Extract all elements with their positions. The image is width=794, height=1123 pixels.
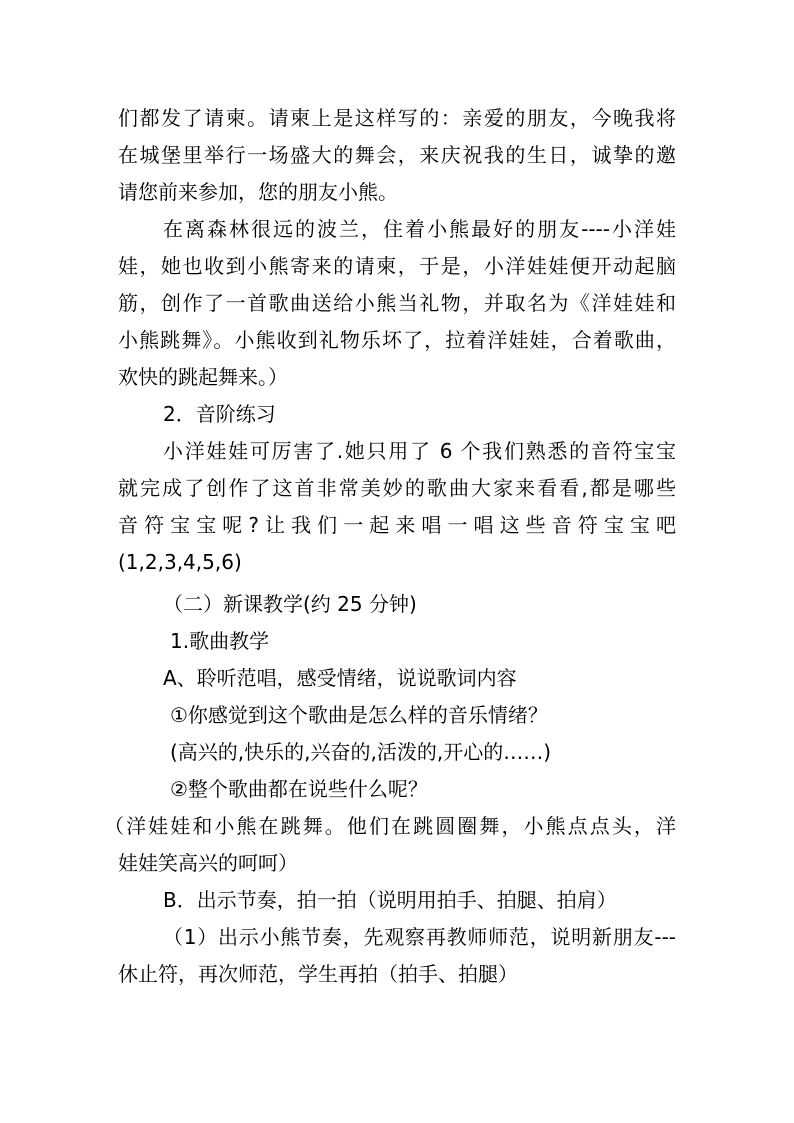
text-line: （洋娃娃和小熊在跳舞。他们在跳圆圈舞，小熊点点头，洋 — [104, 814, 676, 838]
section-heading: 1.歌曲教学 — [170, 629, 270, 653]
text-line: ②整个歌曲都在说些什么呢？ — [170, 777, 428, 801]
text-line: 小熊跳舞》。小熊收到礼物乐坏了，拉着洋娃娃，合着歌曲， — [118, 328, 676, 352]
text-line: (高兴的,快乐的,兴奋的,活泼的,开心的……) — [170, 740, 552, 764]
text-line: 娃娃笑高兴的呵呵） — [118, 851, 298, 875]
text-line: （1）出示小熊节奏，先观察再教师师范，说明新朋友--- — [163, 925, 676, 949]
text-line: 欢快的跳起舞来。） — [118, 365, 288, 389]
text-line: 就完成了创作了这首非常美妙的歌曲大家来看看,都是哪些 — [118, 476, 676, 500]
section-heading: （二）新课教学(约 25 分钟) — [163, 592, 417, 616]
text-line: 筋，创作了一首歌曲送给小熊当礼物，并取名为《洋娃娃和 — [118, 291, 676, 315]
text-line: (1,2,3,4,5,6) — [118, 550, 242, 574]
text-line: 们都发了请柬。请柬上是这样写的：亲爱的朋友，今晚我将 — [118, 106, 676, 130]
text-line: 休止符，再次师范，学生再拍（拍手、拍腿） — [118, 962, 518, 986]
text-line: 音符宝宝呢?让我们一起来唱一唱这些音符宝宝吧 — [118, 513, 676, 537]
text-line: 娃，她也收到小熊寄来的请柬，于是，小洋娃娃便开动起脑 — [118, 254, 676, 278]
text-line: 在离森林很远的波兰，住着小熊最好的朋友----小洋娃 — [163, 217, 676, 241]
text-line: 请您前来参加，您的朋友小熊。 — [118, 180, 398, 204]
text-line: ①你感觉到这个歌曲是怎么样的音乐情绪？ — [170, 703, 548, 727]
text-line: 小洋娃娃可厉害了.她只用了 6 个我们熟悉的音符宝宝 — [163, 439, 676, 463]
text-line: 在城堡里举行一场盛大的舞会，来庆祝我的生日，诚挚的邀 — [118, 143, 676, 167]
text-line: A、聆听范唱，感受情绪，说说歌词内容 — [163, 666, 517, 690]
section-heading: 2．音阶练习 — [163, 402, 276, 426]
text-line: B．出示节奏，拍一拍（说明用拍手、拍腿、拍肩） — [163, 888, 617, 912]
